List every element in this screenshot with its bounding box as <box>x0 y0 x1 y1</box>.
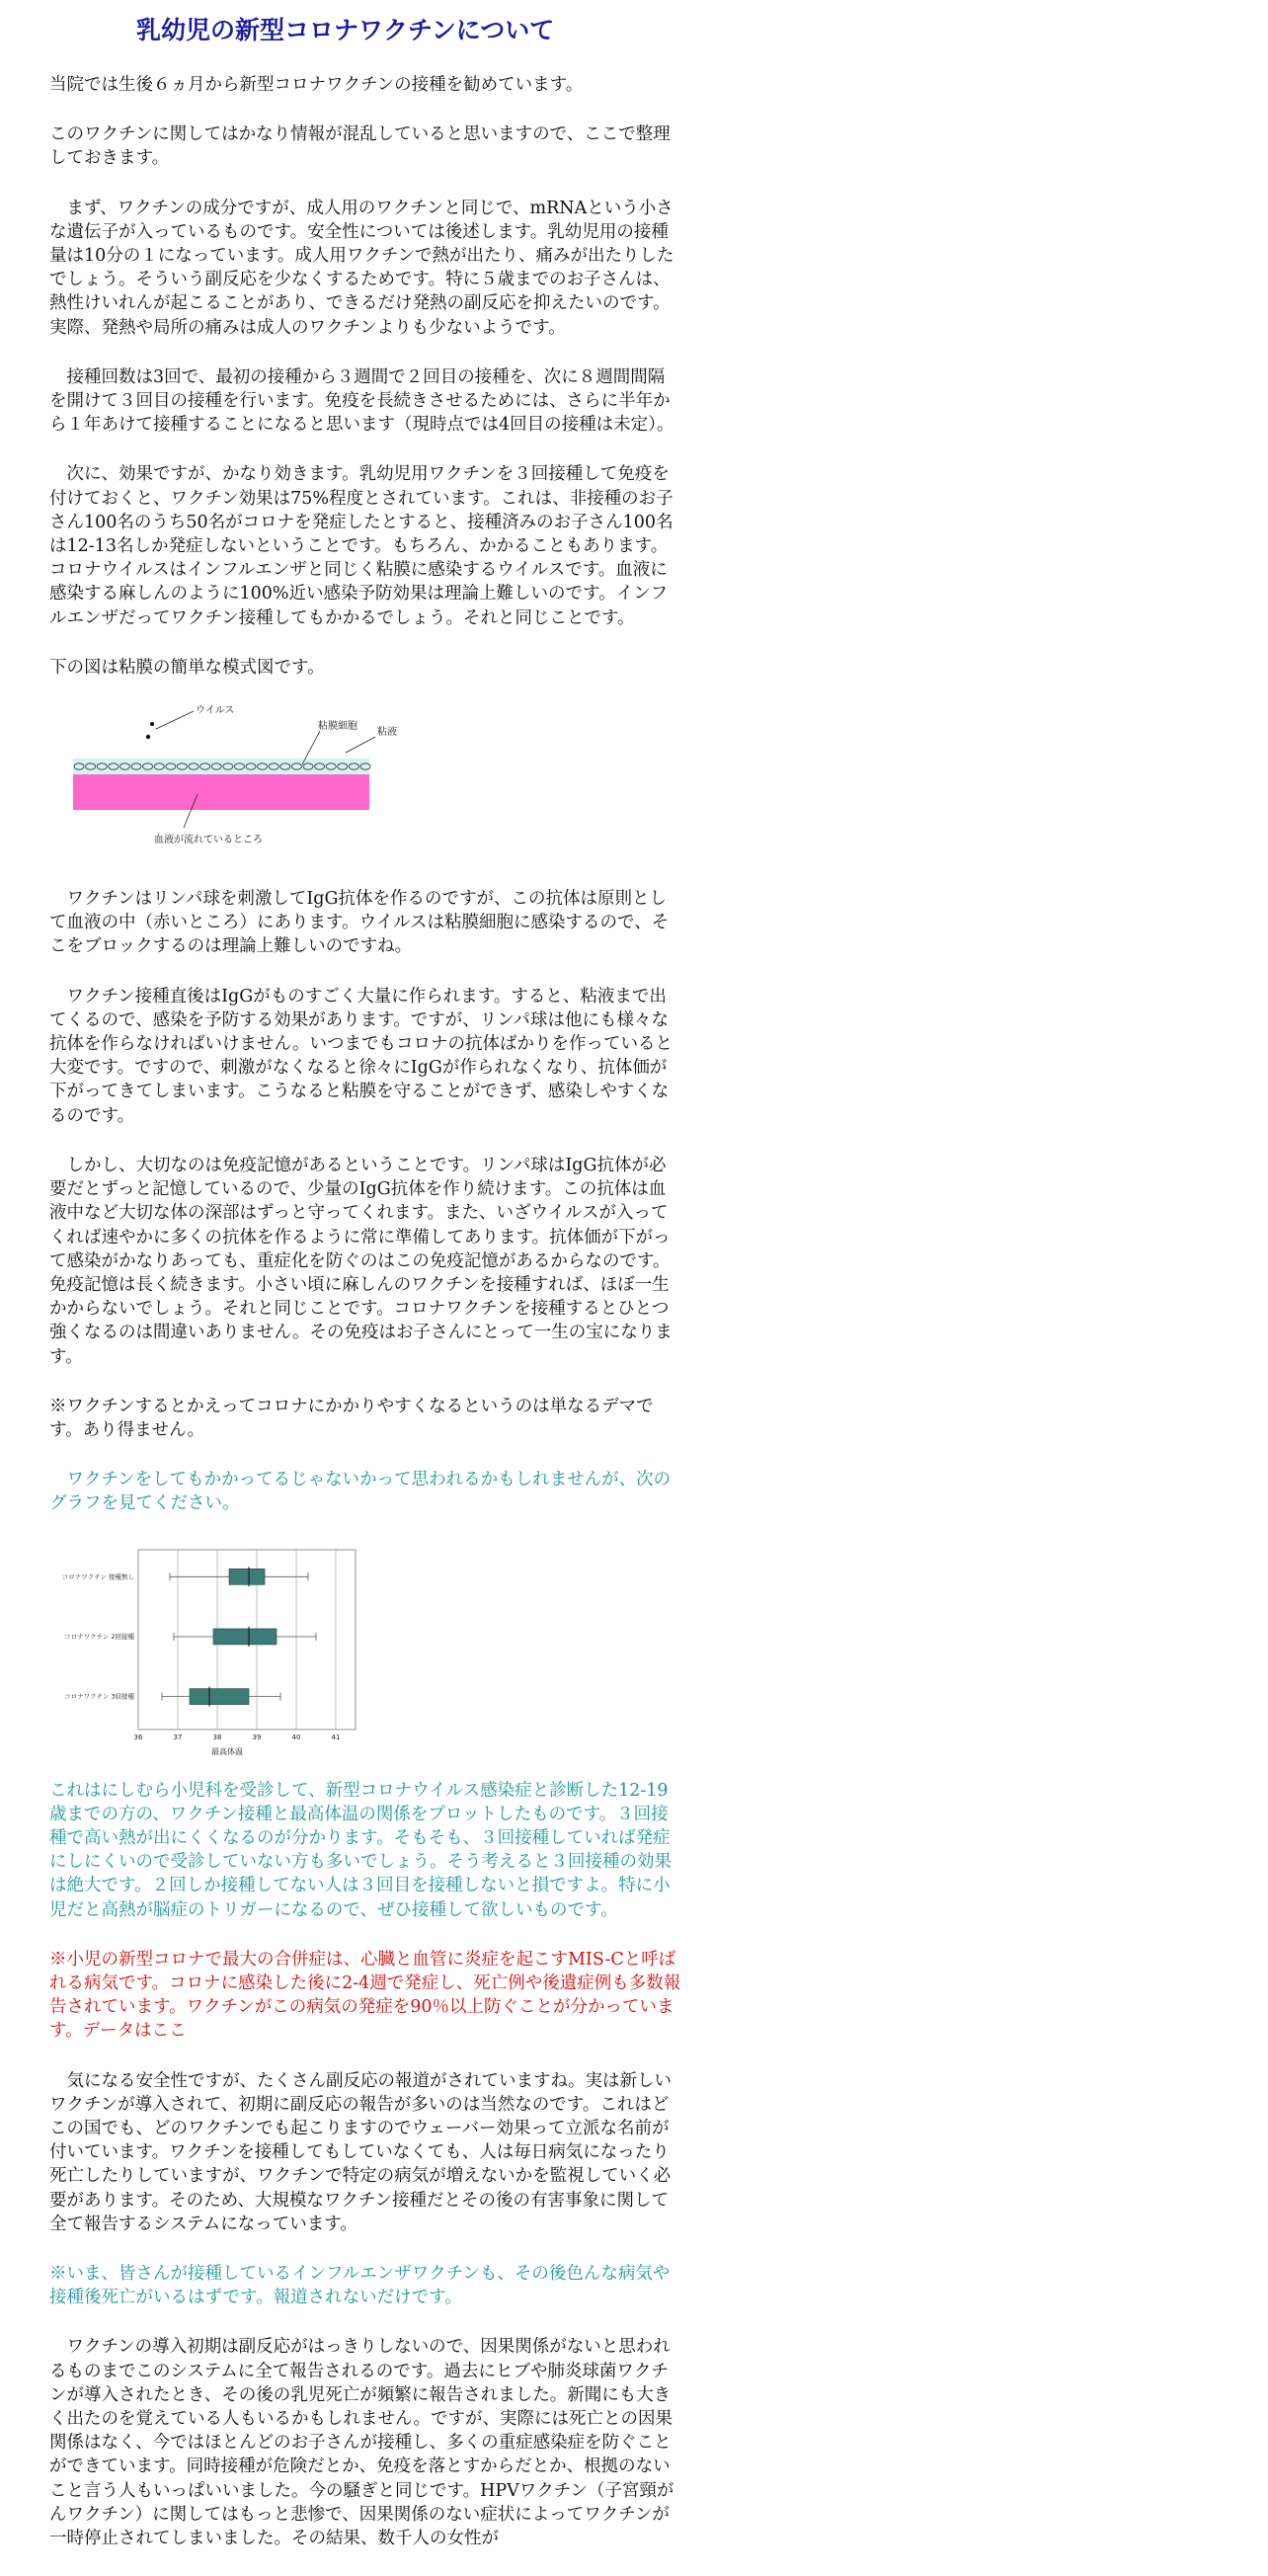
paragraph-igg: ワクチンはリンパ球を刺激してIgG抗体を作るのですが、この抗体は原則として血液の中（赤いところ）にあります。ウイルスは粘膜細胞に感染するので、そこをブロックするのは理論上難しいのですね。 <box>49 889 670 957</box>
paragraph-overview: このワクチンに関してはかなり情報が混乱していると思いますので、ここで整理しておきます。 <box>49 124 671 169</box>
paragraph-myth: ※ワクチンするとかえってコロナにかかりやすくなるというのは単なるデマです。あり得ません。 <box>49 1396 654 1440</box>
blood-label: 血液が流れているところ <box>154 835 263 846</box>
mucosa-svg <box>49 699 444 857</box>
paragraph-graph-intro: ワクチンをしてもかかってるじゃないかって思われるかもしれませんが、次のグラフを見てください。 <box>49 1470 672 1514</box>
paragraph-figure-intro: 下の図は粘膜の簡単な模式図です。 <box>49 657 325 678</box>
data-link[interactable]: データはここ <box>82 2021 187 2042</box>
category-label: コロナワクチン 3回接種 <box>64 1692 134 1701</box>
virus-particle <box>146 735 150 739</box>
paragraph-immune-memory: しかし、大切なのは免疫記憶があるということです。リンパ球はIgG抗体が必要だとずっと記憶しているので、少量のIgG抗体を作り続けます。この抗体は血液中など大切な体の深部はずっと守ってくれます。また、いざウイルスが入ってくれば速やかに多くの抗体を作るように常に準備してあります。抗体価が下がって感染がかなりあっても、重症化を防ぐのはこの免疫記憶があるからなのです。免疫記憶は長く続きます。小さい頃に麻しんのワクチンを接種すれば、ほぼ一生かからないでしょう。それと同じことです。コロナワクチンを接種するとひとつ強くなるのは間違いありません。その免疫はお子さんにとって一生の宝になります。 <box>49 1155 673 1367</box>
blood-layer <box>73 774 369 810</box>
page-title: 乳幼児の新型コロナワクチンについて <box>136 16 555 44</box>
paragraph-flu-note: ※いま、皆さんが接種しているインフルエンザワクチンも、その後色んな病気や接種後死亡がいるはずです。報道されないだけです。 <box>49 2263 671 2308</box>
iqr-box <box>213 1628 277 1644</box>
x-tick-label: 39 <box>252 1732 262 1741</box>
mucus-pointer <box>346 737 375 753</box>
mucosa-diagram <box>49 699 444 857</box>
category-label: コロナワクチン 接種無し <box>61 1571 134 1580</box>
x-axis-label: 最高体温 <box>211 1746 243 1756</box>
paragraph-intro: 当院では生後６ヵ月から新型コロナワクチンの接種を勧めています。 <box>49 75 584 95</box>
virus-particle <box>150 722 154 726</box>
article <box>49 18 681 2576</box>
iqr-box <box>190 1688 249 1704</box>
mucus-label: 粘液 <box>377 727 397 739</box>
paragraph-graph-explanation: これはにしむら小児科を受診して、新型コロナウイルス感染症と診断した12-19歳までの方の、ワクチン接種と最高体温の関係をプロットしたものです。３回接種で高い熱が出にくくなるのが分かります。そもそも、３回接種していれば発症にしにくいので受診していない方も多いでしょう。そう考えると３回接種の効果は絶大です。２回しか接種してない人は３回目を接種しないと損ですよ。特に小児だと高熱が脳症のトリガーになるので、ぜひ接種して欲しいものです。 <box>49 1780 672 1920</box>
paragraph-safety: 気になる安全性ですが、たくさん副反応の報道がされていますね。実は新しいワクチンが導入されて、初期に副反応の報告が多いのは当然なのです。これはどこの国でも、どのワクチンでも起こりますのでウェーバー効果って立派な名前が付いています。ワクチンを接種してもしていなくても、人は毎日病気になったり死亡したりしていますが、ワクチンで特定の病気が増えないかを監視していく必要があります。そのため、大規模なワクチン接種だとその後の有害事象に関して全て報告するシステムになっています。 <box>49 2070 672 2234</box>
x-tick-label: 38 <box>212 1732 222 1741</box>
category-label: コロナワクチン 2回接種 <box>64 1632 134 1641</box>
paragraph-history: ワクチンの導入初期は副反応がはっきりしないので、因果関係がないと思われるものまでこのシステムに全て報告されるのです。過去にヒブや肺炎球菌ワクチンが導入されたとき、その後の乳児死亡が頻繁に報告されました。新聞にも大きく出たのを覚えている人もいるかもしれません。ですが、実際には死亡との因果関係はなく、今ではほとんどのお子さんが接種し、多くの重症感染症を防ぐことができています。同時接種が危険だとか、免疫を落とすからだとか、根拠のないこと言う人もいっぱいいました。今の騒ぎと同じです。HPVワクチン（子宮頸がんワクチン）に関してはもっと悲惨で、因果関係のない症状によってワクチンが一時停止されてしまいました。その結果、数千人の女性が <box>49 2337 674 2549</box>
paragraph-schedule: 接種回数は3回で、最初の接種から３週間で２回目の接種を、次に８週間間隔を開けて３回目の接種を行います。免疫を長続きさせるためには、さらに半年から１年あけて接種することになると思います（現時点では4回目の接種は未定）。 <box>49 366 674 436</box>
chart-tick-labels <box>134 1733 341 1741</box>
chart-category-labels <box>62 1571 135 1700</box>
paragraph-antibody-decline: ワクチン接種直後はIgGがものすごく大量に作られます。すると、粘液まで出てくるので、感染を予防する効果があります。ですが、リンパ球は他にも様々な抗体を作らなければいけません。いつまでもコロナの抗体ばかりを作っていると大変です。ですので、刺激がなくなると徐々にIgGが作られなくなり、抗体価が下がってきてしまいます。こうなると粘膜を守ることができず、感染しやすくなるのです。 <box>49 986 674 1126</box>
virus-pointer <box>156 711 194 729</box>
paragraph-efficacy: 次に、効果ですが、かなり効きます。乳幼児用ワクチンを３回接種して免疫を付けておくと、ワクチン効果は75%程度とされています。これは、非接種のお子さん100名のうち50名がコロナを発症したとすると、接種済みのお子さん100名は12-13名しか発症しないということです。もちろん、かかることもあります。コロナウイルスはインフルエンザと同じく粘膜に感染するウイルスです。血液に感染する麻しんのように100%近い感染予防効果は理論上難しいのです。インフルエンザだってワクチン接種してもかかるでしょう。それと同じことです。 <box>49 464 674 628</box>
temperature-boxplot <box>49 1542 365 1759</box>
x-tick-label: 41 <box>331 1732 341 1741</box>
boxplot-svg <box>49 1542 365 1759</box>
iqr-box <box>229 1569 265 1584</box>
x-tick-label: 40 <box>291 1732 301 1741</box>
title-area <box>49 18 681 73</box>
paragraph-mis-c <box>49 1948 681 2044</box>
x-tick-label: 36 <box>133 1732 143 1741</box>
cell-label: 粘膜細胞 <box>318 721 357 733</box>
virus-label: ウイルス <box>196 705 235 717</box>
paragraph-ingredients: まず、ワクチンの成分ですが、成人用のワクチンと同じで、mRNAという小さな遺伝子が入っているものです。安全性については後述します。乳幼児用の接種量は10分の１になっています。成人用ワクチンで熱が出たり、痛みが出たりしたでしょう。そういう副反応を少なくするためです。特に５歳までのお子さんは、熱性けいれんが起こることがあり、できるだけ発熱の副反応を抑えたいのです。実際、発熱や局所の痛みは成人のワクチンよりも少ないようです。 <box>49 198 674 338</box>
chart-boxes <box>162 1567 316 1706</box>
x-tick-label: 37 <box>173 1732 183 1741</box>
mis-c-text: ※小児の新型コロナで最大の合併症は、心臓と血管に炎症を起こすMIS-Cと呼ばれる病気です。コロナに感染した後に2-4週で発症し、死亡例や後遺症例も多数報告されています。ワクチンがこの病気の発症を90％以上防ぐことが分かっています。 <box>49 1949 681 2042</box>
